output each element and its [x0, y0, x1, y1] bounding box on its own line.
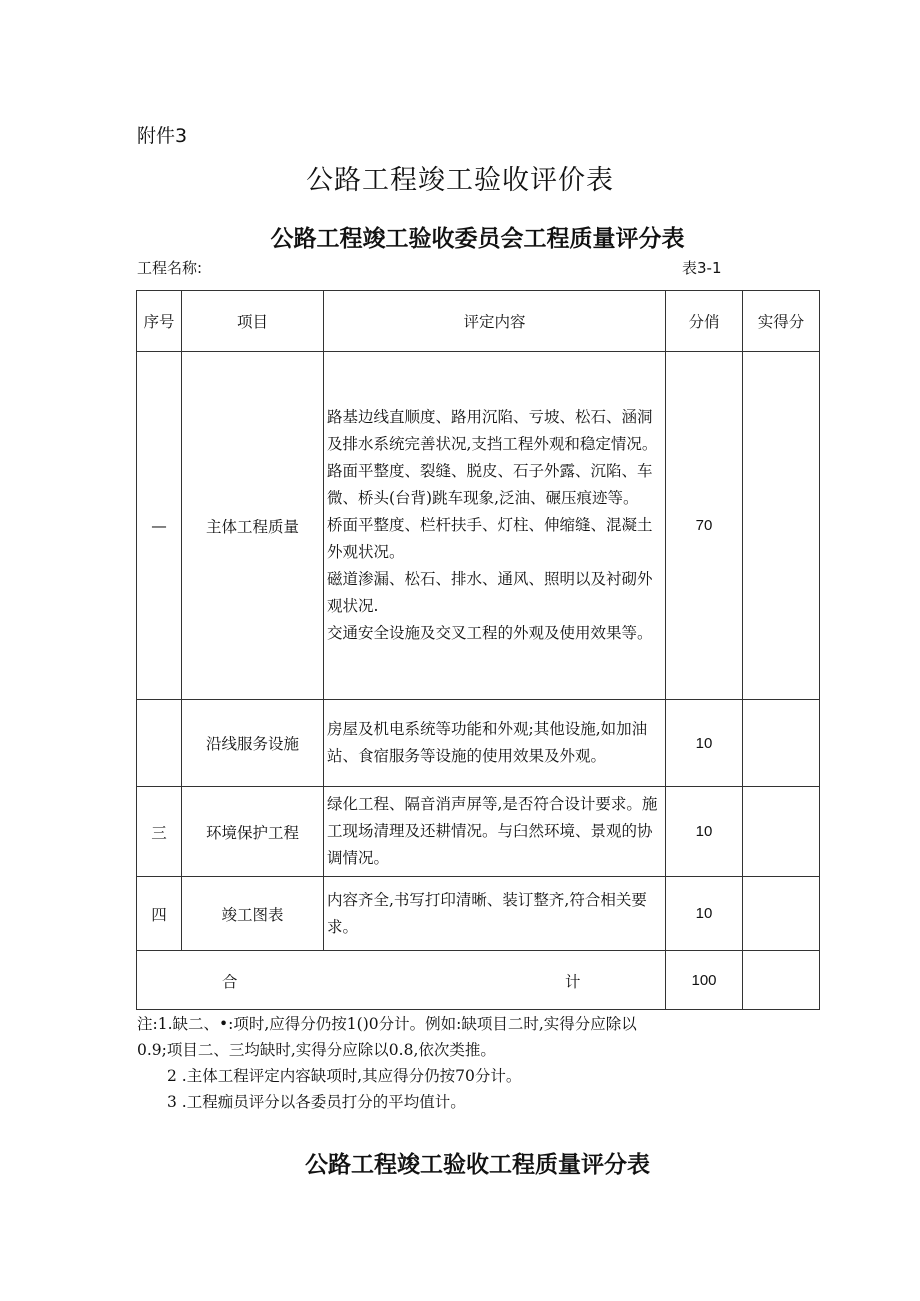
table-row — [137, 700, 820, 787]
row-content — [324, 787, 666, 877]
score-table — [136, 290, 820, 1010]
total-label-right: 计 — [565, 973, 581, 991]
table-title: 公路工程竣工验收委员会工程质量评分表 — [270, 226, 685, 252]
total-row — [137, 951, 820, 1010]
header-score: 分俏 — [666, 291, 743, 352]
header-seq: 序号 — [137, 291, 182, 352]
header-item: 项目 — [182, 291, 324, 352]
row-score: 10 — [666, 787, 743, 877]
row-content — [324, 700, 666, 787]
content-line: 磁道渗漏、松石、排水、通风、照明以及衬砌外观状况. — [327, 570, 653, 615]
table-row — [137, 877, 820, 951]
total-label-left: 合 — [222, 973, 238, 991]
row-score: 10 — [666, 877, 743, 951]
row-item: 沿线服务设施 — [182, 700, 324, 787]
row-seq — [137, 700, 182, 787]
content-line: 交通安全设施及交叉工程的外观及使用效果等。 — [327, 624, 653, 642]
table-header-row — [137, 291, 820, 352]
row-content — [324, 352, 666, 700]
table-number: 表3-1 — [682, 259, 722, 277]
row-item: 环境保护工程 — [182, 787, 324, 877]
content-line: 桥面平整度、栏杆扶手、灯柱、伸缩缝、混凝土外观状况。 — [327, 516, 653, 561]
content-line: 路基边线直顺度、路用沉陷、亏坡、松石、涵洞及排水系统完善状况,支挡工程外观和稳定情况。 — [327, 408, 658, 453]
note-line: 3 .工程痂员评分以各委员打分的平均值计。 — [167, 1093, 466, 1111]
header-actual: 实得分 — [743, 291, 820, 352]
row-actual-score — [743, 700, 820, 787]
row-seq: 四 — [137, 877, 182, 951]
row-actual-score — [743, 787, 820, 877]
project-name-label: 工程名称: — [137, 259, 203, 277]
table-row — [137, 352, 820, 700]
page-title: 公路工程竣工验收评价表 — [306, 165, 614, 196]
header-content: 评定内容 — [324, 291, 666, 352]
row-item: 竣工图表 — [182, 877, 324, 951]
content-line: 绿化工程、隔音消声屏等,是否符合设计要求。施工现场清理及还耕情况。与臼然环境、景观的协调情况。 — [327, 795, 658, 867]
note-line: 注:1.缺二、•:项时,应得分仍按1()0分计。例如:缺项目二时,实得分应除以 — [137, 1015, 637, 1033]
note-line: 2 .主体工程评定内容缺项时,其应得分仍按70分计。 — [167, 1067, 522, 1085]
row-seq: 三 — [137, 787, 182, 877]
total-label-cell — [137, 951, 666, 1010]
row-item: 主体工程质量 — [182, 352, 324, 700]
content-line: 房屋及机电系统等功能和外观;其他设施,如加油站、食宿服务等设施的使用效果及外观。 — [327, 720, 648, 765]
section-title: 公路工程竣工验收工程质量评分表 — [305, 1152, 650, 1178]
note-line: 0.9;项目二、三均缺时,实得分应除以0.8,依次类推。 — [137, 1041, 496, 1059]
content-line: 内容齐全,书写打印清晰、装订整齐,符合相关要求。 — [327, 890, 647, 936]
row-actual-score — [743, 877, 820, 951]
table-row — [137, 787, 820, 877]
content-line: 路面平整度、裂缝、脱皮、石子外露、沉陷、车微、桥头(台背)跳车现象,泛油、碾压痕迹等。 — [327, 462, 653, 507]
total-score: 100 — [666, 951, 743, 1010]
total-actual-score — [743, 951, 820, 1010]
notes — [137, 1011, 637, 1115]
row-actual-score — [743, 352, 820, 700]
row-score: 70 — [666, 352, 743, 700]
row-seq: — — [137, 352, 182, 700]
attachment-label: 附件3 — [137, 125, 188, 147]
row-content — [324, 877, 666, 951]
row-score: 10 — [666, 700, 743, 787]
